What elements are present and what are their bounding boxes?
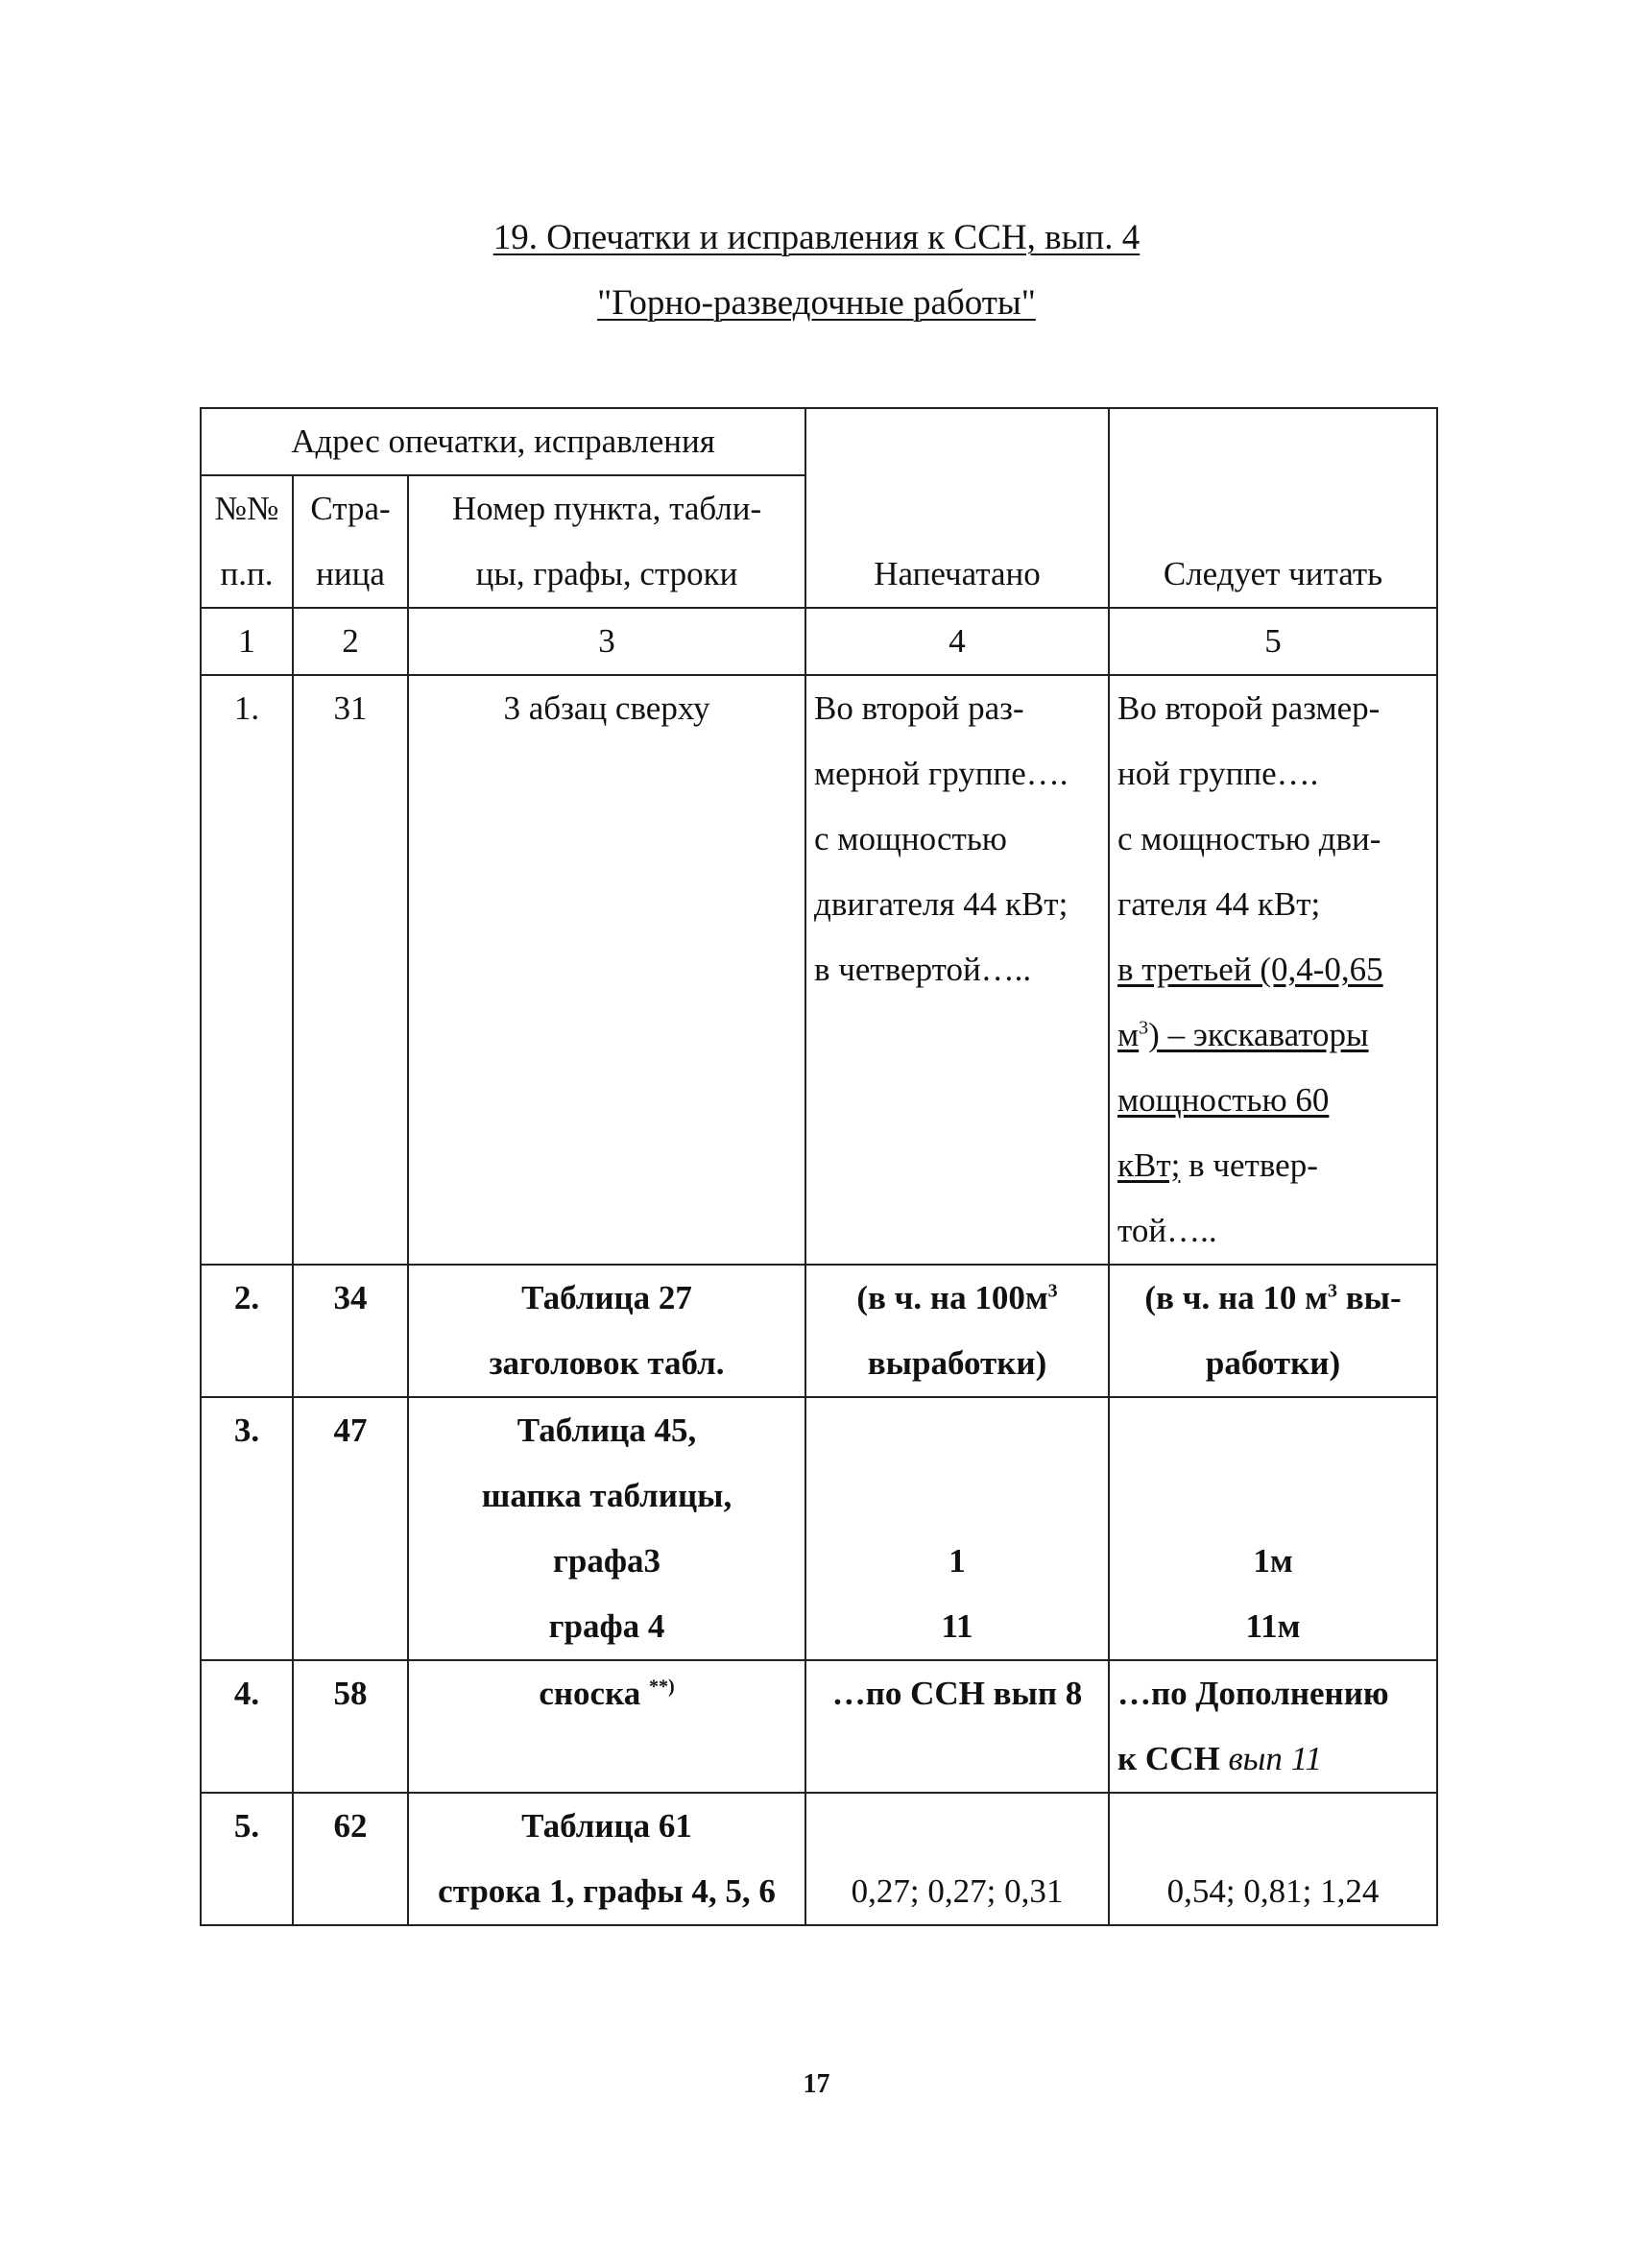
blank-line xyxy=(1110,1398,1436,1463)
header-location-line2: цы, графы, строки xyxy=(475,555,738,592)
superscript-3: 3 xyxy=(1139,1017,1149,1039)
location-line: графа 4 xyxy=(548,1607,665,1645)
row-page: 34 xyxy=(293,1265,408,1397)
superscript-3: 3 xyxy=(1047,1280,1058,1302)
document-title: 19. Опечатки и исправления к ССН, вып. 4 xyxy=(492,218,1141,257)
location-line: Таблица 61 xyxy=(521,1807,692,1845)
row-location xyxy=(408,1793,805,1925)
correct-text: в четвер- xyxy=(1180,1146,1318,1184)
row-location xyxy=(408,675,805,1265)
location-line xyxy=(409,1661,804,1726)
correct-line: работки) xyxy=(1205,1344,1341,1382)
document-subtitle: "Горно-разведочные работы" xyxy=(597,283,1036,323)
correct-text-italic: вып 11 xyxy=(1228,1740,1323,1777)
printed-line xyxy=(806,1266,1108,1331)
row-num: 4. xyxy=(201,1660,293,1793)
correct-line: ной группе…. xyxy=(1117,755,1319,792)
table-header-row xyxy=(201,408,1437,475)
header-page-line2: ница xyxy=(316,555,385,592)
header-printed-label: Напечатано xyxy=(874,555,1041,592)
header-num xyxy=(201,475,293,608)
location-line: шапка таблицы, xyxy=(481,1477,732,1514)
row-printed xyxy=(805,675,1109,1265)
table-row xyxy=(201,1793,1437,1925)
page-number: 17 xyxy=(803,2069,830,2099)
table-row xyxy=(201,675,1437,1265)
blank-line xyxy=(806,1463,1108,1529)
footnote-mark: **) xyxy=(648,1676,675,1698)
location-line: 3 абзац сверху xyxy=(503,689,710,727)
correct-line xyxy=(1110,1266,1436,1331)
col-number-3: 3 xyxy=(408,608,805,675)
column-number-row xyxy=(201,608,1437,675)
row-num: 3. xyxy=(201,1397,293,1660)
correct-line: 11м xyxy=(1245,1607,1301,1645)
printed-line: с мощностью xyxy=(814,820,1007,857)
correct-line: с мощностью дви- xyxy=(1117,820,1381,857)
printed-line: 11 xyxy=(941,1607,973,1645)
header-correct-label: Следует читать xyxy=(1163,555,1383,592)
location-line: Таблица 27 xyxy=(521,1279,692,1316)
blank-line xyxy=(806,1398,1108,1463)
correct-line: 0,54; 0,81; 1,24 xyxy=(1166,1872,1380,1910)
row-num: 2. xyxy=(201,1265,293,1397)
correct-line: Во второй размер- xyxy=(1117,689,1381,727)
header-location-line1: Номер пункта, табли- xyxy=(451,490,762,527)
header-page xyxy=(293,475,408,608)
row-correct xyxy=(1109,1793,1437,1925)
table-row xyxy=(201,1397,1437,1660)
correct-line xyxy=(1117,1133,1436,1198)
printed-line: выработки) xyxy=(867,1344,1047,1382)
correct-text: (в ч. на 10 м xyxy=(1144,1279,1328,1316)
row-location xyxy=(408,1265,805,1397)
row-printed xyxy=(805,1660,1109,1793)
row-correct xyxy=(1109,675,1437,1265)
correct-line: гателя 44 кВт; xyxy=(1117,885,1321,923)
row-page: 58 xyxy=(293,1660,408,1793)
row-num: 1. xyxy=(201,675,293,1265)
col-number-4: 4 xyxy=(805,608,1109,675)
table-row xyxy=(201,1265,1437,1397)
correct-text: к ССН xyxy=(1117,1740,1229,1777)
location-line: строка 1, графы 4, 5, 6 xyxy=(438,1872,776,1910)
location-text: сноска xyxy=(539,1675,649,1712)
row-correct xyxy=(1109,1660,1437,1793)
correct-line xyxy=(1117,1726,1436,1792)
col-number-5: 5 xyxy=(1109,608,1437,675)
location-line: заголовок табл. xyxy=(489,1344,725,1382)
correct-line: той….. xyxy=(1117,1212,1217,1249)
header-location xyxy=(408,475,805,608)
correct-line: …по Дополнению xyxy=(1117,1675,1389,1712)
row-page: 47 xyxy=(293,1397,408,1660)
row-location xyxy=(408,1660,805,1793)
printed-line: мерной группе…. xyxy=(814,755,1069,792)
row-printed xyxy=(805,1397,1109,1660)
printed-text: (в ч. на 100м xyxy=(856,1279,1048,1316)
header-address-group: Адрес опечатки, исправления xyxy=(201,408,805,475)
row-num: 5. xyxy=(201,1793,293,1925)
correct-line-underlined: мощностью 60 xyxy=(1117,1081,1330,1119)
correct-text-underlined: кВт; xyxy=(1117,1146,1181,1184)
location-line: Таблица 45, xyxy=(516,1411,697,1449)
row-printed xyxy=(805,1793,1109,1925)
printed-line: двигателя 44 кВт; xyxy=(814,885,1069,923)
printed-line: 1 xyxy=(949,1542,966,1580)
header-num-line1: №№ xyxy=(214,490,279,527)
col-number-1: 1 xyxy=(201,608,293,675)
header-correct xyxy=(1109,408,1437,608)
header-num-line2: п.п. xyxy=(220,555,274,592)
blank-line xyxy=(1110,1794,1436,1859)
col-number-2: 2 xyxy=(293,608,408,675)
superscript-3: 3 xyxy=(1327,1280,1337,1302)
unit-m: м xyxy=(1117,1016,1140,1053)
errata-table xyxy=(200,407,1438,1926)
correct-text: вы- xyxy=(1336,1279,1402,1316)
table-row xyxy=(201,1660,1437,1793)
row-page: 31 xyxy=(293,675,408,1265)
location-line: графа3 xyxy=(552,1542,661,1580)
row-correct xyxy=(1109,1397,1437,1660)
header-printed xyxy=(805,408,1109,608)
correct-line: 1м xyxy=(1253,1542,1293,1580)
printed-line: …по ССН вып 8 xyxy=(831,1675,1083,1712)
blank-line xyxy=(1110,1463,1436,1529)
row-printed xyxy=(805,1265,1109,1397)
row-page: 62 xyxy=(293,1793,408,1925)
row-location xyxy=(408,1397,805,1660)
printed-line: Во второй раз- xyxy=(814,689,1024,727)
row-correct xyxy=(1109,1265,1437,1397)
printed-line: 0,27; 0,27; 0,31 xyxy=(851,1872,1064,1910)
correct-text: ) – экскаваторы xyxy=(1148,1016,1369,1053)
printed-line: в четвертой….. xyxy=(814,951,1032,988)
header-page-line1: Стра- xyxy=(310,490,391,527)
correct-line-underlined: в третьей (0,4-0,65 xyxy=(1117,951,1383,988)
correct-line-underlined xyxy=(1117,1002,1436,1068)
blank-line xyxy=(806,1794,1108,1859)
